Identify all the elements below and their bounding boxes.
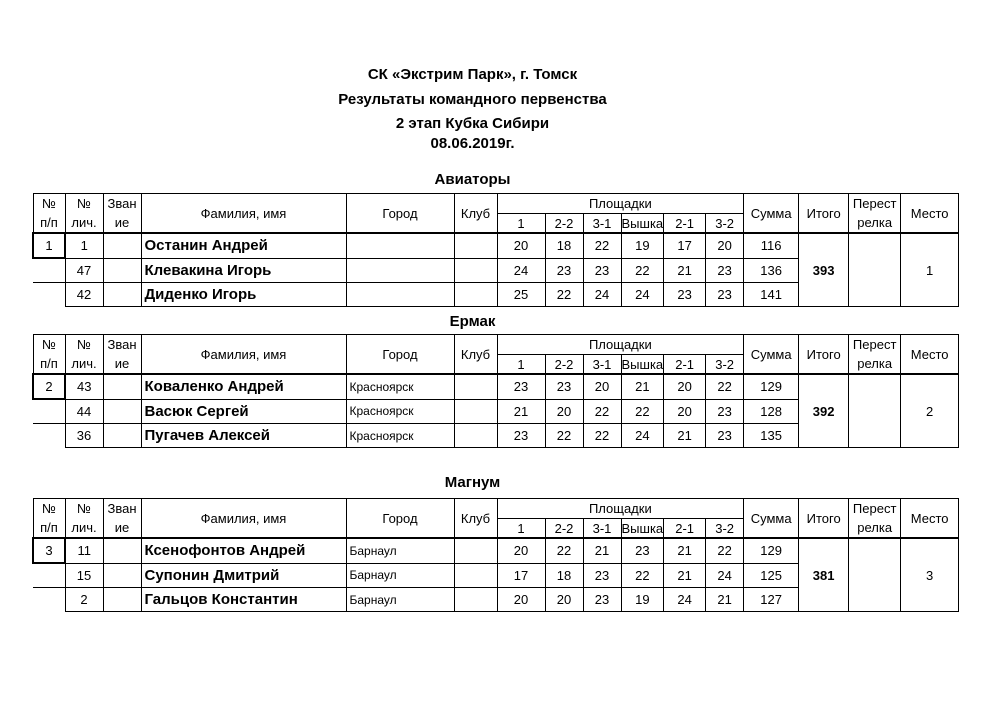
- col-header-city: Город: [346, 499, 454, 539]
- team-total: 393: [799, 233, 849, 307]
- col-header-area: 3-2: [706, 519, 744, 539]
- athlete-name: Гальцов Константин: [141, 588, 346, 612]
- team-number-empty: [33, 424, 65, 448]
- athlete-name: Супонин Дмитрий: [141, 563, 346, 588]
- area-score: 23: [583, 258, 621, 283]
- rank-cell: [103, 399, 141, 424]
- area-score: 18: [545, 563, 583, 588]
- col-header-area: 1: [497, 214, 545, 234]
- col-header-area: 2-1: [664, 519, 706, 539]
- athlete-sum: 135: [744, 424, 799, 448]
- team-number: 3: [33, 538, 65, 563]
- athlete-club: [454, 399, 497, 424]
- area-score: 23: [545, 258, 583, 283]
- athlete-club: [454, 563, 497, 588]
- license-number: 43: [65, 374, 103, 399]
- team-total: 392: [799, 374, 849, 448]
- area-score: 24: [497, 258, 545, 283]
- team-title: Авиаторы: [434, 171, 511, 188]
- rank-cell: [103, 588, 141, 612]
- area-score: 21: [621, 374, 664, 399]
- col-header-num-sub: п/п: [33, 214, 65, 234]
- col-header-num: №: [33, 499, 65, 519]
- col-header-shootoff: Перест: [849, 499, 901, 519]
- team-title: Ермак: [449, 313, 496, 330]
- col-header-area: 2-1: [664, 214, 706, 234]
- doc-title-stage: 2 этап Кубка Сибири: [395, 115, 550, 132]
- area-score: 22: [583, 399, 621, 424]
- col-header-place: Место: [901, 335, 959, 375]
- area-score: 20: [497, 538, 545, 563]
- team-shootoff: [849, 233, 901, 307]
- area-score: 21: [706, 588, 744, 612]
- team-place: 2: [901, 374, 959, 448]
- col-header-rank-sub: ие: [103, 519, 141, 539]
- area-score: 23: [583, 563, 621, 588]
- col-header-license-sub: лич.: [65, 519, 103, 539]
- area-score: 20: [497, 588, 545, 612]
- col-header-total: Итого: [799, 499, 849, 539]
- col-header-place: Место: [901, 194, 959, 234]
- area-score: 24: [621, 424, 664, 448]
- rank-cell: [103, 258, 141, 283]
- area-score: 22: [706, 538, 744, 563]
- team-results-table: [32, 334, 959, 448]
- license-number: 2: [65, 588, 103, 612]
- col-header-license-sub: лич.: [65, 214, 103, 234]
- area-score: 17: [497, 563, 545, 588]
- athlete-club: [454, 283, 497, 307]
- area-score: 22: [621, 563, 664, 588]
- col-header-num: №: [33, 194, 65, 214]
- area-score: 22: [583, 233, 621, 258]
- team-number: 2: [33, 374, 65, 399]
- athlete-sum: 141: [744, 283, 799, 307]
- athlete-sum: 127: [744, 588, 799, 612]
- col-header-name: Фамилия, имя: [141, 194, 346, 234]
- athlete-name: Останин Андрей: [141, 233, 346, 258]
- col-header-city: Город: [346, 335, 454, 375]
- area-score: 20: [664, 399, 706, 424]
- area-score: 21: [664, 563, 706, 588]
- area-score: 20: [583, 374, 621, 399]
- athlete-sum: 125: [744, 563, 799, 588]
- athlete-sum: 128: [744, 399, 799, 424]
- col-header-num-sub: п/п: [33, 355, 65, 375]
- area-score: 21: [497, 399, 545, 424]
- col-header-license-sub: лич.: [65, 355, 103, 375]
- athlete-sum: 129: [744, 374, 799, 399]
- area-score: 23: [706, 424, 744, 448]
- col-header-area: 1: [497, 519, 545, 539]
- col-header-city: Город: [346, 194, 454, 234]
- athlete-city: Барнаул: [346, 538, 454, 563]
- col-header-area: 3-1: [583, 214, 621, 234]
- team-title: Магнум: [444, 474, 501, 491]
- athlete-sum: 129: [744, 538, 799, 563]
- col-header-num: №: [33, 335, 65, 355]
- rank-cell: [103, 424, 141, 448]
- athlete-city: Красноярск: [346, 374, 454, 399]
- area-score: 21: [664, 258, 706, 283]
- area-score: 20: [664, 374, 706, 399]
- license-number: 15: [65, 563, 103, 588]
- col-header-area: 2-2: [545, 519, 583, 539]
- athlete-name: Ксенофонтов Андрей: [141, 538, 346, 563]
- area-score: 19: [621, 233, 664, 258]
- rank-cell: [103, 374, 141, 399]
- rank-cell: [103, 563, 141, 588]
- athlete-city: Красноярск: [346, 424, 454, 448]
- col-header-license: №: [65, 499, 103, 519]
- col-header-area: Вышка: [621, 519, 664, 539]
- col-header-areas: Площадки: [497, 335, 744, 355]
- area-score: 22: [706, 374, 744, 399]
- license-number: 36: [65, 424, 103, 448]
- team-total: 381: [799, 538, 849, 612]
- license-number: 1: [65, 233, 103, 258]
- area-score: 24: [621, 283, 664, 307]
- table-row: [33, 538, 959, 563]
- col-header-area: 1: [497, 355, 545, 375]
- doc-title-date: 08.06.2019г.: [430, 135, 515, 152]
- col-header-rank-sub: ие: [103, 214, 141, 234]
- team-results-table: [32, 193, 959, 307]
- team-shootoff: [849, 374, 901, 448]
- area-score: 24: [664, 588, 706, 612]
- col-header-sum: Сумма: [744, 499, 799, 539]
- area-score: 20: [497, 233, 545, 258]
- col-header-rank: Зван: [103, 499, 141, 519]
- area-score: 23: [706, 283, 744, 307]
- athlete-club: [454, 258, 497, 283]
- col-header-place: Место: [901, 499, 959, 539]
- area-score: 22: [583, 424, 621, 448]
- area-score: 23: [621, 538, 664, 563]
- col-header-areas: Площадки: [497, 194, 744, 214]
- area-score: 25: [497, 283, 545, 307]
- col-header-shootoff: Перест: [849, 335, 901, 355]
- rank-cell: [103, 283, 141, 307]
- athlete-city: [346, 233, 454, 258]
- area-score: 23: [497, 374, 545, 399]
- team-number-empty: [33, 399, 65, 424]
- license-number: 42: [65, 283, 103, 307]
- athlete-name: Пугачев Алексей: [141, 424, 346, 448]
- area-score: 22: [545, 424, 583, 448]
- athlete-name: Васюк Сергей: [141, 399, 346, 424]
- col-header-areas: Площадки: [497, 499, 744, 519]
- col-header-club: Клуб: [454, 194, 497, 234]
- area-score: 23: [583, 588, 621, 612]
- license-number: 47: [65, 258, 103, 283]
- table-row: [33, 233, 959, 258]
- athlete-city: [346, 283, 454, 307]
- col-header-sum: Сумма: [744, 335, 799, 375]
- col-header-area: Вышка: [621, 355, 664, 375]
- col-header-rank-sub: ие: [103, 355, 141, 375]
- athlete-name: Диденко Игорь: [141, 283, 346, 307]
- area-score: 19: [621, 588, 664, 612]
- col-header-area: 2-1: [664, 355, 706, 375]
- area-score: 17: [664, 233, 706, 258]
- doc-title-event: Результаты командного первенства: [338, 91, 607, 108]
- team-results-table: [32, 498, 959, 612]
- col-header-area: 3-1: [583, 355, 621, 375]
- area-score: 21: [664, 538, 706, 563]
- team-number: 1: [33, 233, 65, 258]
- athlete-club: [454, 233, 497, 258]
- area-score: 24: [583, 283, 621, 307]
- col-header-area: 3-2: [706, 355, 744, 375]
- col-header-rank: Зван: [103, 194, 141, 214]
- athlete-club: [454, 374, 497, 399]
- area-score: 22: [621, 399, 664, 424]
- col-header-shootoff-sub: релка: [849, 214, 901, 234]
- athlete-city: Красноярск: [346, 399, 454, 424]
- team-shootoff: [849, 538, 901, 612]
- rank-cell: [103, 233, 141, 258]
- doc-title-organizer: СК «Экстрим Парк», г. Томск: [367, 66, 578, 83]
- col-header-shootoff-sub: релка: [849, 519, 901, 539]
- col-header-area: 2-2: [545, 214, 583, 234]
- col-header-name: Фамилия, имя: [141, 499, 346, 539]
- athlete-sum: 136: [744, 258, 799, 283]
- athlete-city: [346, 258, 454, 283]
- area-score: 22: [545, 283, 583, 307]
- col-header-club: Клуб: [454, 499, 497, 539]
- col-header-license: №: [65, 335, 103, 355]
- col-header-shootoff-sub: релка: [849, 355, 901, 375]
- team-place: 1: [901, 233, 959, 307]
- team-number-empty: [33, 283, 65, 307]
- athlete-name: Коваленко Андрей: [141, 374, 346, 399]
- license-number: 11: [65, 538, 103, 563]
- area-score: 23: [664, 283, 706, 307]
- col-header-num-sub: п/п: [33, 519, 65, 539]
- col-header-area: 2-2: [545, 355, 583, 375]
- area-score: 22: [545, 538, 583, 563]
- rank-cell: [103, 538, 141, 563]
- col-header-shootoff: Перест: [849, 194, 901, 214]
- col-header-total: Итого: [799, 335, 849, 375]
- team-place: 3: [901, 538, 959, 612]
- license-number: 44: [65, 399, 103, 424]
- col-header-total: Итого: [799, 194, 849, 234]
- area-score: 23: [706, 399, 744, 424]
- area-score: 21: [664, 424, 706, 448]
- athlete-name: Клевакина Игорь: [141, 258, 346, 283]
- area-score: 23: [545, 374, 583, 399]
- col-header-area: Вышка: [621, 214, 664, 234]
- team-number-empty: [33, 563, 65, 588]
- area-score: 24: [706, 563, 744, 588]
- col-header-license: №: [65, 194, 103, 214]
- athlete-city: Барнаул: [346, 588, 454, 612]
- area-score: 20: [545, 399, 583, 424]
- col-header-club: Клуб: [454, 335, 497, 375]
- table-row: [33, 374, 959, 399]
- col-header-area: 3-1: [583, 519, 621, 539]
- area-score: 21: [583, 538, 621, 563]
- area-score: 20: [706, 233, 744, 258]
- athlete-sum: 116: [744, 233, 799, 258]
- area-score: 23: [497, 424, 545, 448]
- athlete-club: [454, 588, 497, 612]
- col-header-name: Фамилия, имя: [141, 335, 346, 375]
- area-score: 20: [545, 588, 583, 612]
- team-number-empty: [33, 258, 65, 283]
- col-header-sum: Сумма: [744, 194, 799, 234]
- area-score: 23: [706, 258, 744, 283]
- athlete-club: [454, 424, 497, 448]
- col-header-area: 3-2: [706, 214, 744, 234]
- area-score: 22: [621, 258, 664, 283]
- athlete-city: Барнаул: [346, 563, 454, 588]
- col-header-rank: Зван: [103, 335, 141, 355]
- area-score: 18: [545, 233, 583, 258]
- team-number-empty: [33, 588, 65, 612]
- athlete-club: [454, 538, 497, 563]
